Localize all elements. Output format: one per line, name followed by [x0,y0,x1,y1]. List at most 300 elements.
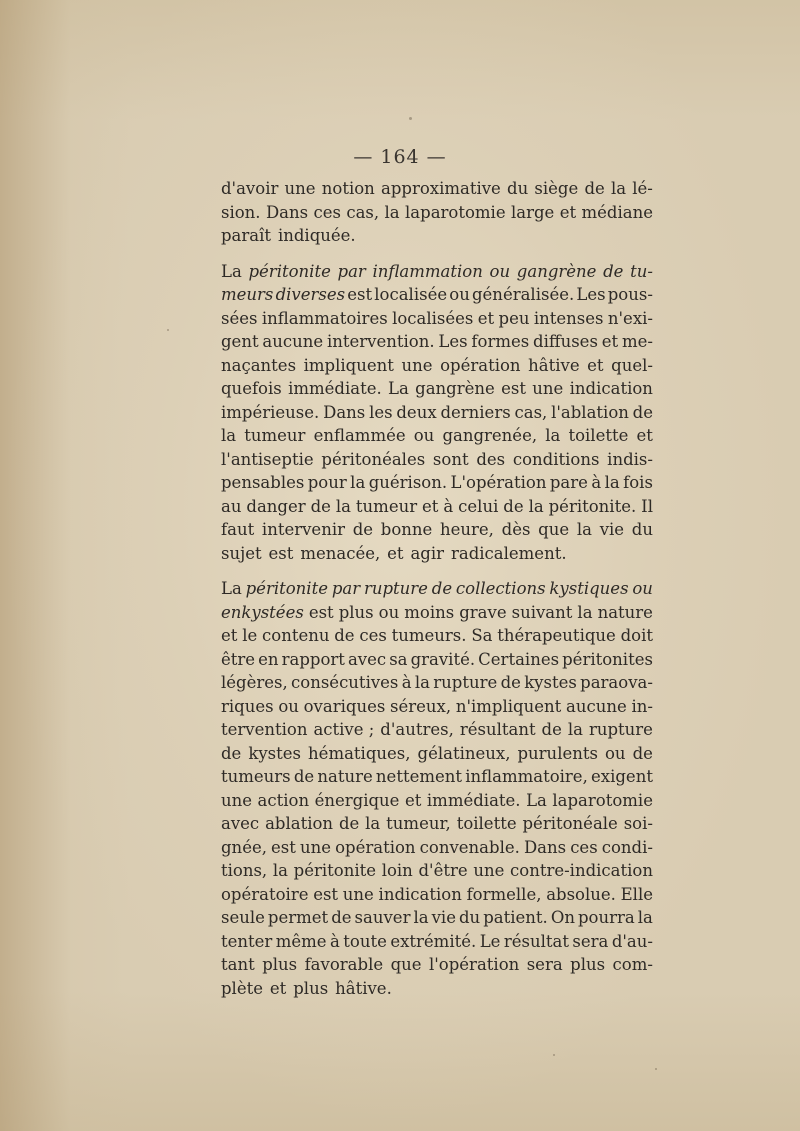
word: fois [623,473,653,492]
word: naçantes [221,355,297,375]
word: sera [526,955,563,974]
word: et [559,202,577,222]
word: est [313,884,339,904]
word: de [293,767,315,786]
text-line [221,883,653,907]
word: au [221,496,242,516]
word: tumeurs [221,767,291,786]
word: avec [347,649,387,669]
word: la [221,426,237,445]
word: tumeurs. [391,626,467,645]
word: seule [221,908,265,927]
word: gangrenée, [442,426,538,445]
word: opération [335,837,416,857]
word: hématiques, [308,743,411,763]
word: nettement [375,767,463,786]
word: localisées [392,308,474,328]
word: de [310,496,331,516]
word: extrémité. [390,931,477,951]
word: par [331,579,361,598]
word: de [331,908,352,927]
word: vie [599,520,625,539]
word: deux [396,402,437,422]
word: sauver [354,908,411,927]
word: Le [479,931,501,951]
word: aucune [262,332,324,351]
word: ces [570,837,598,857]
word: et [404,790,422,810]
word: de [500,673,521,692]
word: condi- [601,837,653,857]
word: ces [359,626,387,645]
word: péritonéale [522,814,618,833]
word: quel- [611,355,653,375]
word: conditions [512,449,600,469]
word: est [271,837,296,857]
word: tumeur, [386,814,451,833]
word: favorable [304,955,384,974]
word: Les [576,285,606,304]
word: à [591,473,602,492]
word: par [337,261,366,281]
word: enflammée [313,426,406,445]
word: une [221,790,253,810]
word: convenable. [419,837,520,857]
word: des [476,449,506,469]
word: toilette [456,814,517,833]
word: de [431,579,453,598]
text-line [221,812,653,836]
word: large [510,202,555,222]
word: et [422,496,439,516]
text-line [221,495,653,519]
word: immédiate. [426,790,521,810]
word: tumeur [244,426,306,445]
word: sera [572,931,609,951]
word: Dans [523,837,567,857]
word: La [221,261,242,281]
word: impérieuse. [221,402,320,422]
word: d'au- [611,931,653,951]
paper-speck [167,329,169,331]
word: indiquée. [277,226,356,245]
word: péritonéales [321,449,426,469]
word: Il [641,496,653,516]
word: la [335,496,351,516]
text-line [221,671,653,695]
text-line [221,424,653,448]
word: diffuses [533,332,598,351]
text-line [221,224,653,248]
word: On [550,908,575,927]
word: inflammatoires [261,308,388,328]
word: énergique [314,790,400,810]
word: une [300,837,332,857]
word: lé- [632,179,653,198]
word: une [401,355,433,375]
word: n'impliquent [455,696,562,716]
word: aucune [566,696,627,716]
word: kystes [524,673,577,692]
word: moins [404,602,455,622]
word: gangrène [516,261,597,281]
word: du [459,908,481,927]
word: est [268,543,294,563]
text-line [221,471,653,495]
word: Dans [323,402,366,422]
word: tervention [221,720,308,739]
text-line [221,177,653,201]
word: de [334,626,355,645]
text-line [221,789,653,813]
word: agir [410,543,445,563]
word: paraova- [580,673,653,692]
word: indication [378,884,462,904]
word: sujet [221,543,262,563]
word: à [443,496,454,516]
text-line [221,577,653,601]
word: Les [438,332,468,351]
word: enkystées [221,602,304,622]
word: Dans [265,202,309,222]
word: consécutives [291,673,399,692]
word: une [532,379,564,398]
word: tu- [630,261,653,281]
word: L'opération [450,473,547,492]
word: laparotomie [405,202,506,222]
word: La [388,379,409,398]
word: ces [313,202,341,222]
word: action [257,790,310,810]
word: plus [570,955,606,974]
text-line [221,377,653,401]
word: péritonite [293,861,377,880]
word: une [284,179,316,198]
word: celui [458,496,499,516]
word: ovariques [303,696,386,716]
word: la [610,179,627,198]
word: être [221,649,256,669]
word: les [369,402,393,422]
word: généralisée. [471,285,575,304]
word: péritonites [562,649,653,669]
word: plète [221,978,263,998]
word: impliquent [303,355,394,375]
word: tenter [221,931,273,951]
word: une [473,861,505,880]
word: ou [605,743,626,763]
word: de [541,720,562,739]
text-line [221,953,653,977]
text-line [221,695,653,719]
word: meurs [221,285,274,304]
text-line [221,201,653,225]
word: de [221,743,242,763]
text-line [221,283,653,307]
word: bonne [380,520,433,539]
word: diverses [275,285,346,304]
word: nature [597,602,653,622]
word: laparotomie [552,790,653,810]
word: cas, [514,402,548,422]
word: de [352,520,374,539]
text-line [221,624,653,648]
word: du [507,179,529,198]
word: sion. [221,202,261,222]
word: approximative [380,179,501,198]
word: rupture [588,720,653,739]
word: localisée [374,285,448,304]
word: ou [489,261,511,281]
text-line [221,307,653,331]
word: de [632,743,653,763]
word: radicalement. [450,543,567,563]
word: la [528,496,544,516]
word: inflammation [372,261,483,281]
text-line [221,718,653,742]
word: pourra [577,908,635,927]
word: toute [343,931,387,951]
word: que [538,520,570,539]
word: est [501,379,526,398]
word: n'exi- [607,308,653,328]
paper-speck [655,1068,657,1070]
word: quefois [221,379,282,398]
word: tions, [221,861,268,880]
word: formes [471,332,530,351]
text-line [221,859,653,883]
word: l'opération [428,955,520,974]
text-line [221,354,653,378]
word: une [342,884,374,904]
word: active ; [313,720,375,739]
text-line [221,765,653,789]
paragraph [221,260,653,566]
word: dès [501,520,531,539]
word: hâtive [528,355,580,375]
word: rupture [433,673,498,692]
word: patient. [483,908,548,927]
word: hâtive. [335,978,392,998]
word: de [338,814,360,833]
word: in- [631,696,653,716]
word: avec [221,814,260,833]
word: purulents [517,743,598,763]
word: vie [431,908,456,927]
word: rupture [363,579,428,598]
word: de [584,179,605,198]
word: danger [246,496,306,516]
word: pous- [607,285,653,304]
word: La [221,579,242,598]
word: sont [432,449,469,469]
word: d'être [418,861,468,880]
word: et [387,543,404,563]
word: indication [569,379,653,398]
word: pour [307,473,347,492]
word: suivant [511,602,573,622]
word: intervention. [326,332,435,351]
word: même [275,931,327,951]
word: et [269,978,287,998]
word: doit [620,626,653,645]
word: la [384,202,400,222]
text-line [221,542,653,566]
word: à [401,673,412,692]
word: en [258,649,279,669]
word: me- [621,332,653,351]
word: la [604,473,620,492]
word: et [477,308,495,328]
word: péritonite. [548,496,637,516]
word: contre-indication [510,861,653,880]
word: résultat [503,931,569,951]
word: grave [459,602,507,622]
word: inflammatoire, [465,767,588,786]
text-line [221,930,653,954]
word: collections [455,579,546,598]
word: riques [221,696,274,716]
body-text [221,177,653,1000]
word: la [413,908,429,927]
word: et [601,332,619,351]
word: soi- [623,814,653,833]
word: formelle, [466,884,542,904]
word: opératoire [221,884,309,904]
paragraph-gap [221,565,653,577]
word: à [330,931,340,951]
word: plus [293,978,329,998]
word: médiane [581,202,653,222]
word: La [526,790,547,810]
word: la [272,861,288,880]
text-line [221,906,653,930]
word: contenu [262,626,330,645]
text-line [221,648,653,672]
word: pensables [221,473,305,492]
word: Certaines [478,649,560,669]
word: paraît [221,226,272,245]
word: heure, [440,520,494,539]
word: gélatineux, [417,743,511,763]
word: plus [262,955,298,974]
word: la [350,473,366,492]
word: nature [317,767,373,786]
text-line [221,401,653,425]
word: thérapeutique [497,626,616,645]
word: péritonite [248,261,331,281]
word: peu [498,308,530,328]
word: et [587,355,604,375]
word: plus [338,602,374,622]
word: et [636,426,653,445]
word: légères, [221,673,288,692]
paper-speck [409,117,412,120]
word: loin [381,861,413,880]
paper-speck [553,1054,555,1056]
word: kystiques [549,579,629,598]
word: d'avoir [221,179,279,198]
text-line [221,977,653,1001]
word: d'autres, [380,720,454,739]
paragraph [221,577,653,1000]
word: résultant [459,720,536,739]
word: intenses [533,308,604,328]
word: sa [389,649,408,669]
word: de [632,402,653,422]
word: cas, [346,202,380,222]
word: permet [267,908,329,927]
word: ou [413,426,435,445]
word: guérison. [368,473,448,492]
word: péritonite [245,579,328,598]
text-line [221,518,653,542]
word: que [390,955,422,974]
word: ablation [265,814,334,833]
word: séreux, [390,696,452,716]
word: la [567,720,583,739]
word: est [308,602,334,622]
page-number: — 164 — [353,146,447,168]
word: ou [632,579,653,598]
word: Sa [471,626,493,645]
word: rapport [281,649,345,669]
word: la [577,602,593,622]
word: immédiate. [288,379,382,398]
word: l'ablation [551,402,629,422]
text-line [221,448,653,472]
word: opération [440,355,521,375]
word: com- [612,955,653,974]
word: tant [221,955,255,974]
word: faut [221,520,255,539]
text-line [221,601,653,625]
word: gravité. [410,649,476,669]
word: la [414,673,430,692]
word: gangrène [415,379,495,398]
word: la [576,520,592,539]
word: le [242,626,258,645]
word: exigent [591,767,653,786]
word: Elle [620,884,653,904]
word: la [545,426,561,445]
word: menacée, [300,543,381,563]
word: et [221,626,238,645]
word: la [365,814,381,833]
word: siège [534,179,579,198]
word: est [347,285,373,304]
word: tumeur [355,496,418,516]
text-line [221,836,653,860]
word: ou [278,696,299,716]
paragraph-gap [221,248,653,260]
text-line [221,260,653,284]
word: de [503,496,524,516]
word: intervenir [261,520,345,539]
word: absolue. [546,884,616,904]
word: de [603,261,624,281]
word: la [637,908,653,927]
word: du [631,520,653,539]
word: sées [221,308,258,328]
word: indis- [607,449,653,469]
word: pare [549,473,588,492]
word: derniers [440,402,511,422]
word: ou [378,602,400,622]
word: toilette [568,426,629,445]
text-line [221,742,653,766]
word: kystes [248,743,302,763]
